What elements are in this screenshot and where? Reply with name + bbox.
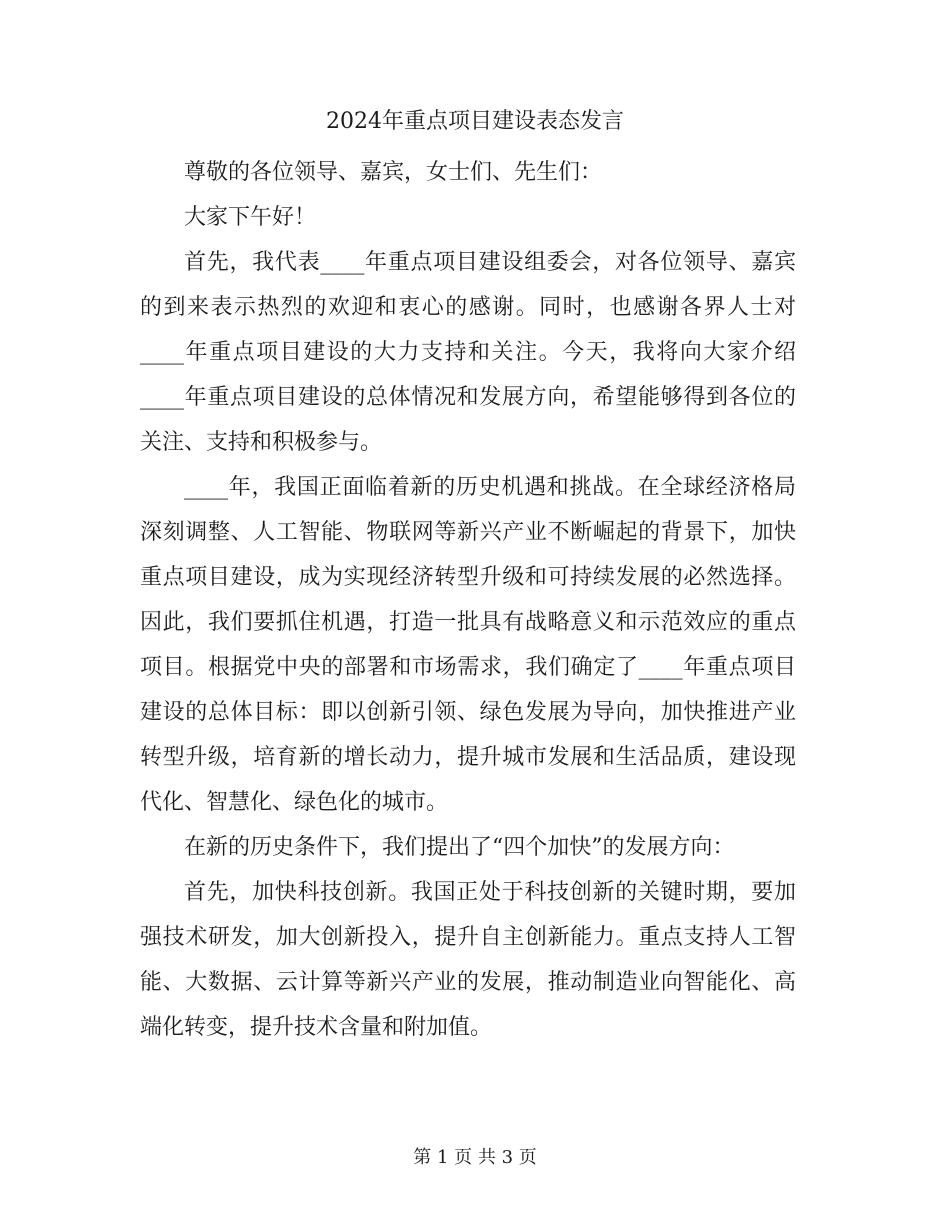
paragraph-tech-innovation: 首先，加快科技创新。我国正处于科技创新的关键时期，要加强技术研发，加大创新投入，提升自主创新能力。重点支持人工智能、大数据、云计算等新兴产业的发展，推动制造业向智能化、高端化转变，提升技术含量和附加值。 xyxy=(140,880,796,1040)
document-title: 2024年重点项目建设表态发言 xyxy=(326,109,624,134)
paragraph-background: ____年，我国正面临着新的历史机遇和挑战。在全球经济格局深刻调整、人工智能、物联网等新兴产业不断崛起的背景下，加快重点项目建设，成为实现经济转型升级和可持续发展的必然选择。因此，我们要抓住机遇，打造一批具有战略意义和示范效应的重点项目。根据党中央的部署和市场需求，我们确定了____年重点项目建设的总体目标：即以创新引领、绿色发展为导向，加快推进产业转型升级，培育新的增长动力，提升城市发展和生活品质，建设现代化、智慧化、绿色化的城市。 xyxy=(140,475,796,815)
paragraph-direction-intro: 在新的历史条件下，我们提出了“四个加快”的发展方向： xyxy=(184,835,735,860)
paragraph-salutation: 尊敬的各位领导、嘉宾，女士们、先生们： xyxy=(184,160,603,185)
page-number-footer: 第 1 页 共 3 页 xyxy=(413,1147,537,1168)
document-body xyxy=(140,150,796,1050)
paragraph-greeting: 大家下午好！ xyxy=(184,205,317,230)
paragraph-welcome: 首先，我代表____年重点项目建设组委会，对各位领导、嘉宾的到来表示热烈的欢迎和衷心的感谢。同时，也感谢各界人士对____年重点项目建设的大力支持和关注。今天，我将向大家介绍____年重点项目建设的总体情况和发展方向，希望能够得到各位的关注、支持和积极参与。 xyxy=(140,250,796,455)
